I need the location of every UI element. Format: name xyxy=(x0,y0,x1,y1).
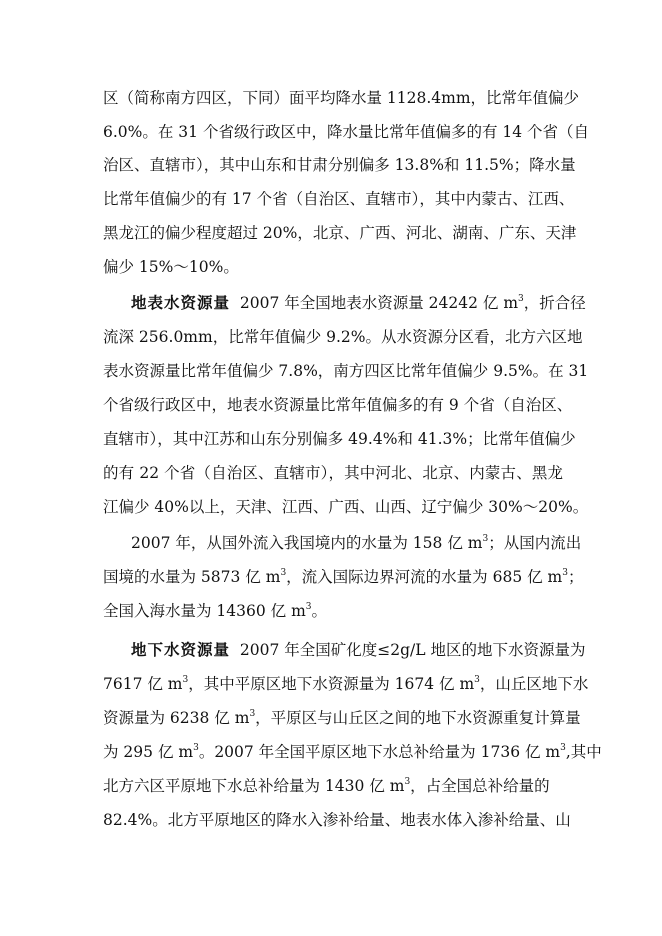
superscript: 3 xyxy=(193,743,199,753)
superscript: 3 xyxy=(182,675,189,685)
text-run: ,其中 xyxy=(565,743,602,761)
text-run: 。 xyxy=(311,602,328,620)
text-line xyxy=(131,640,586,660)
text-run: 为 295 亿 m xyxy=(103,743,194,761)
text-line xyxy=(103,742,602,762)
text-line: 治区、直辖市），其中山东和甘肃分别偏多 13.8%和 11.5%；降水量 xyxy=(103,156,576,174)
text-line: 表水资源量比常年值偏少 7.8%，南方四区比常年值偏少 9.5%。在 31 xyxy=(103,362,589,380)
superscript: 3 xyxy=(404,777,411,787)
text-line xyxy=(103,567,584,587)
text-line: 流深 256.0mm，比常年值偏少 9.2%。从水资源分区看，北方六区地 xyxy=(103,328,583,346)
superscript: 3 xyxy=(562,568,568,578)
text-run: ； xyxy=(567,568,584,586)
text-run: ；从国内流出 xyxy=(488,534,582,552)
text-line: 个省级行政区中，地表水资源量比常年值偏多的有 9 个省（自治区、 xyxy=(103,396,573,414)
text-line xyxy=(131,533,582,553)
text-run: 全国入海水量为 14360 亿 m xyxy=(103,602,306,620)
text-line: 直辖市），其中江苏和山东分别偏多 49.4%和 41.3%；比常年值偏少 xyxy=(103,430,576,448)
text-line xyxy=(103,601,563,621)
text-run: 。2007 年全国平原区地下水总补给量为 1736 亿 m xyxy=(198,743,561,761)
text-line: 江偏少 40%以上，天津、江西、广西、山西、辽宁偏少 30%～20%。 xyxy=(103,498,589,516)
superscript: 3 xyxy=(518,294,524,304)
text-line xyxy=(103,708,581,728)
text-run: ，其中平原区地下水资源量为 1674 亿 m xyxy=(188,675,475,693)
text-line: 偏少 15%～10%。 xyxy=(103,258,239,276)
superscript: 3 xyxy=(560,743,566,753)
superscript: 3 xyxy=(482,534,489,544)
text-run: ，山丘区地下水 xyxy=(479,675,589,693)
text-run: 北方六区平原地下水总补给量为 1430 亿 m xyxy=(103,777,405,795)
text-line xyxy=(131,293,586,313)
superscript: 3 xyxy=(305,602,312,612)
text-run: ，流入国际边界河流的水量为 685 亿 m xyxy=(286,568,563,586)
text-run: ，占全国总补给量的 xyxy=(410,777,550,795)
superscript: 3 xyxy=(249,709,256,719)
text-run: 资源量为 6238 亿 m xyxy=(103,709,250,727)
text-line: 6.0%。在 31 个省级行政区中，降水量比常年值偏多的有 14 个省（自 xyxy=(103,123,590,141)
superscript: 3 xyxy=(280,568,287,578)
text-run: 2007 年全国矿化度≤2g/L 地区的地下水资源量为 xyxy=(239,641,586,659)
section-term: 地表水资源量 xyxy=(131,294,231,312)
text-line: 比常年值偏少的有 17 个省（自治区、直辖市），其中内蒙古、江西、 xyxy=(103,190,575,208)
text-run: ，折合径 xyxy=(523,294,586,312)
text-run: 2007 年全国地表水资源量 24242 亿 m xyxy=(239,294,519,312)
text-line: 82.4%。北方平原地区的降水入渗补给量、地表水体入渗补给量、山 xyxy=(103,811,571,829)
text-run: 2007 年，从国外流入我国境内的水量为 158 亿 m xyxy=(131,534,483,552)
text-line: 的有 22 个省（自治区、直辖市），其中河北、北京、内蒙古、黑龙 xyxy=(103,464,563,482)
text-line xyxy=(103,674,589,694)
text-run: 国境的水量为 5873 亿 m xyxy=(103,568,281,586)
text-line: 区（简称南方四区，下同）面平均降水量 1128.4mm，比常年值偏少 xyxy=(103,89,580,107)
text-line xyxy=(103,776,563,796)
text-run: ，平原区与山丘区之间的地下水资源重复计算量 xyxy=(255,709,581,727)
text-line: 黑龙江的偏少程度超过 20%，北京、广西、河北、湖南、广东、天津 xyxy=(103,224,577,242)
section-term: 地下水资源量 xyxy=(131,641,231,659)
text-run: 7617 亿 m xyxy=(103,675,183,693)
superscript: 3 xyxy=(474,675,480,685)
